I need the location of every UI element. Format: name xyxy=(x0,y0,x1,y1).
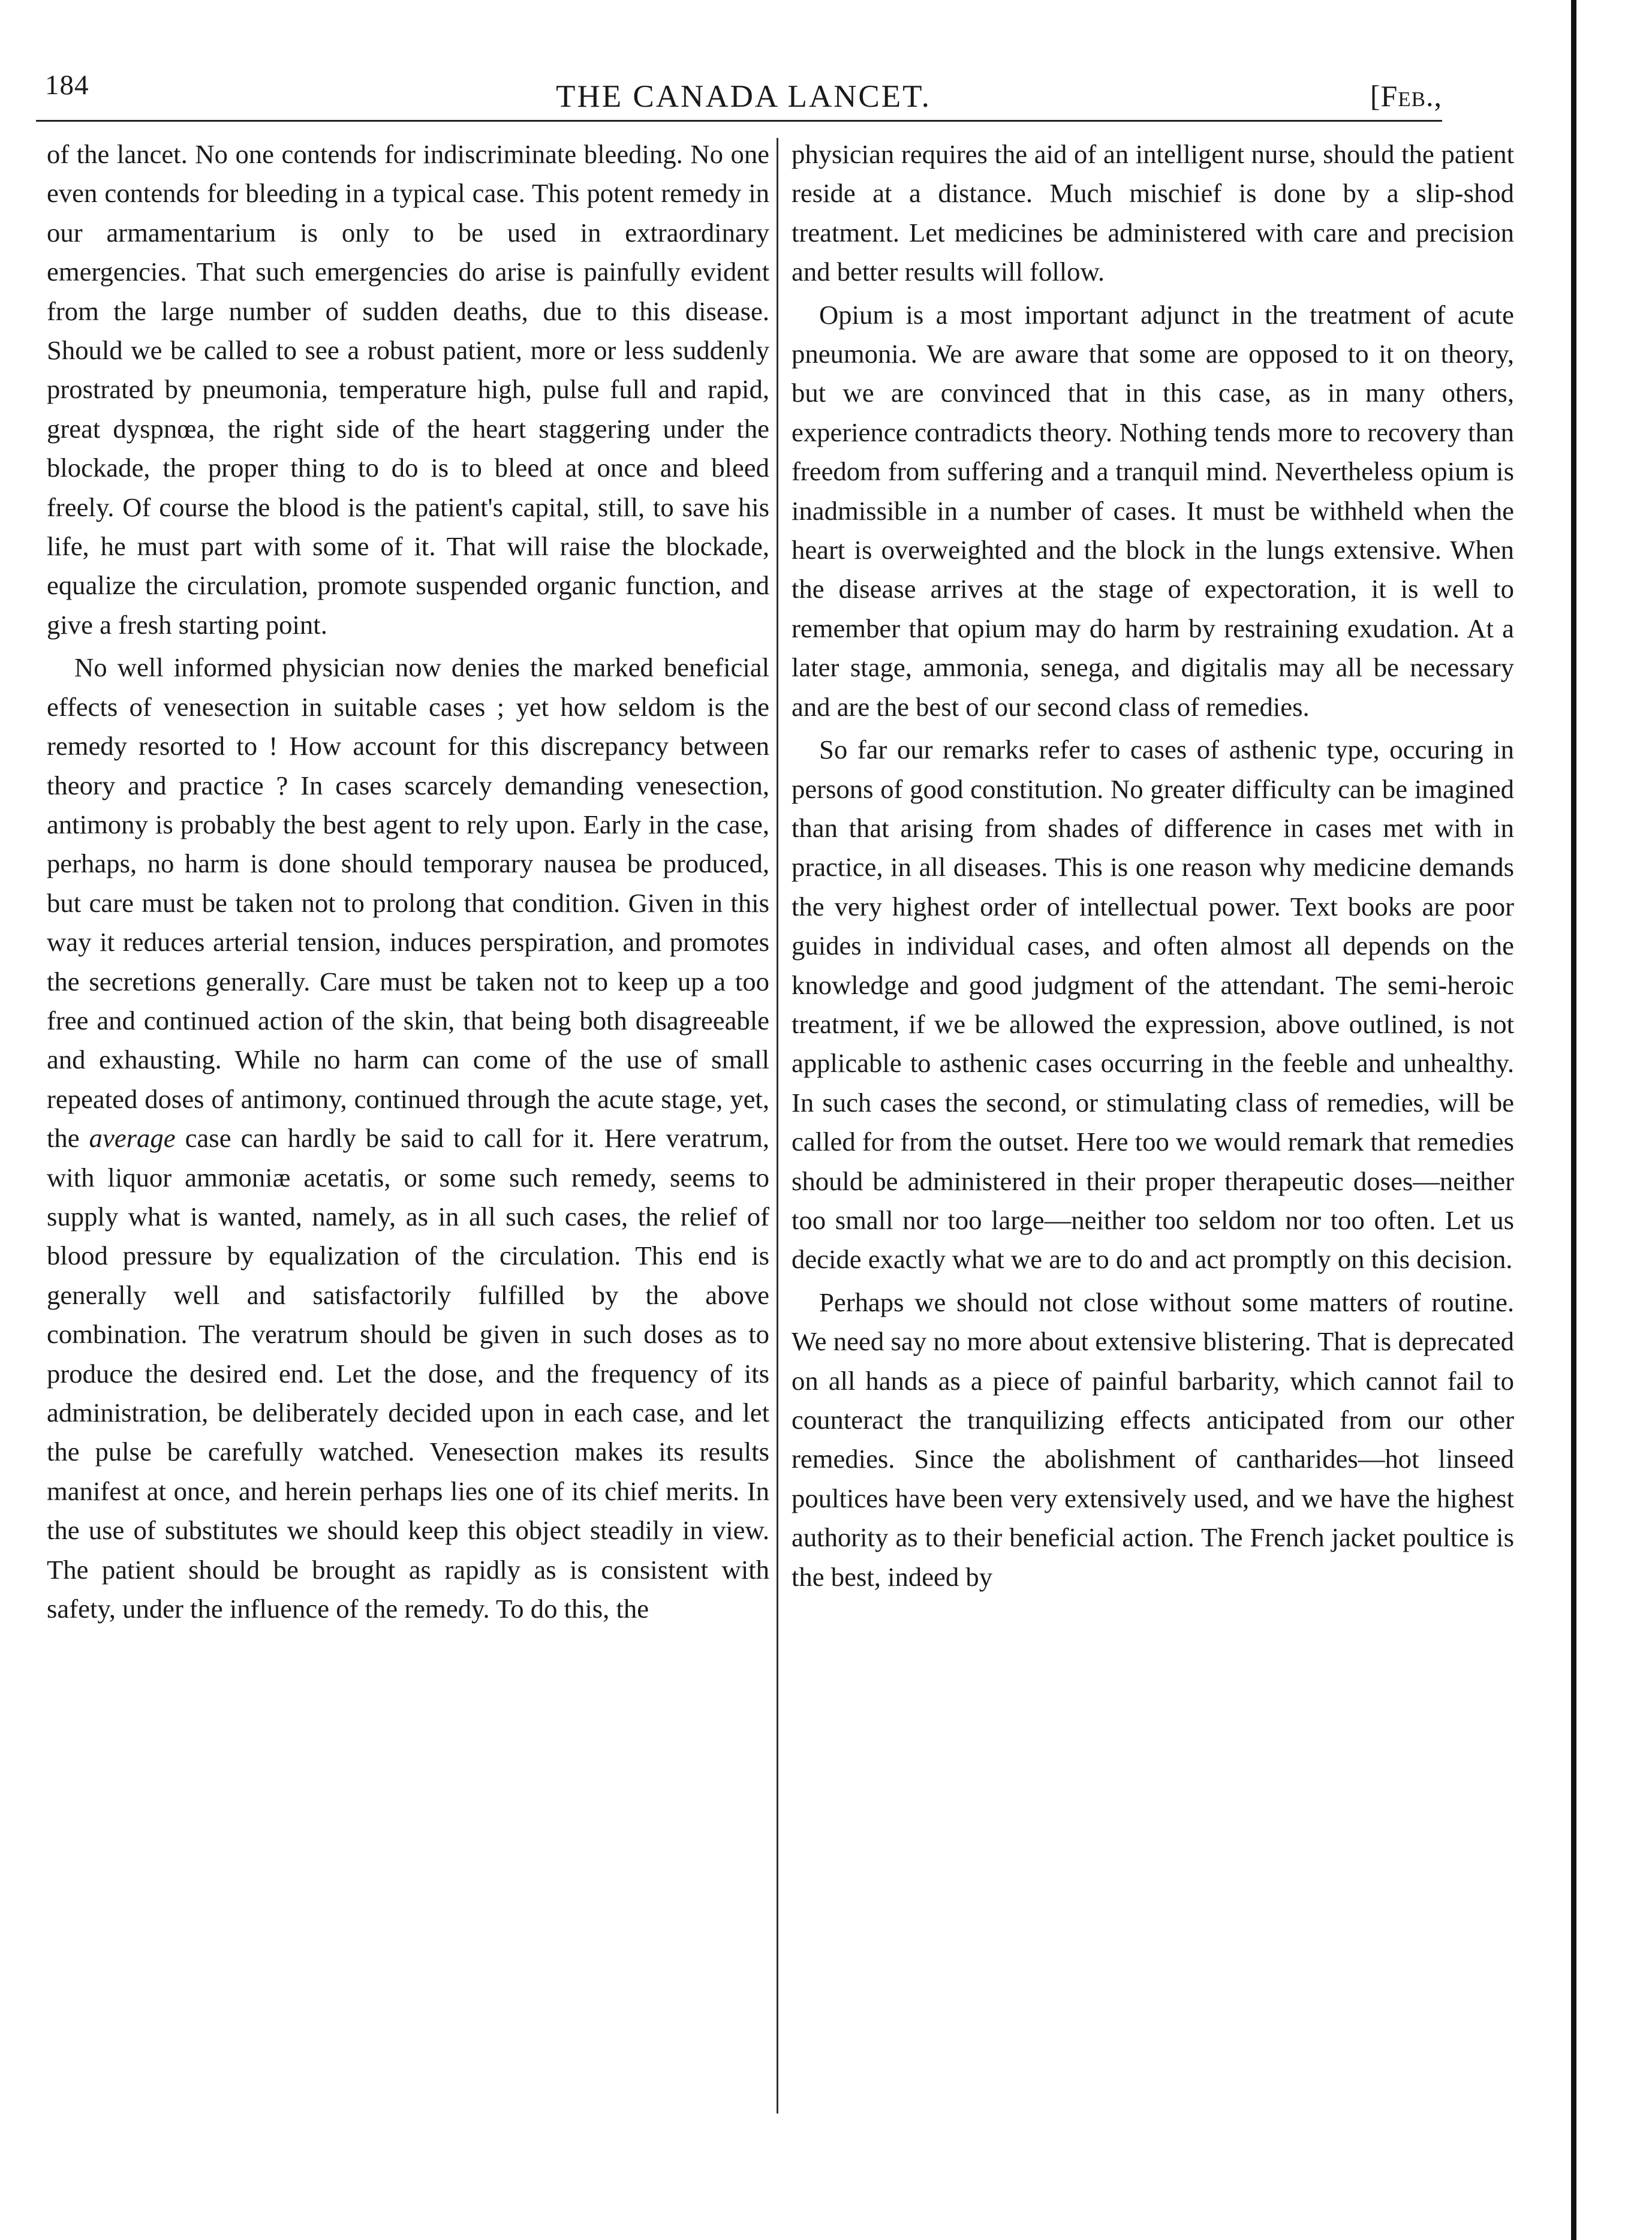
page-edge xyxy=(1571,0,1576,2240)
journal-title: THE CANADA LANCET. xyxy=(556,79,931,114)
right-paragraph-3: So far our remarks refer to cases of asthenic type, occuring in persons of good constitution. No greater difficulty can be imagined than that arising from shades of difference in cases met with in practice, in all diseases. This is one reason why medicine demands the very highest order of intellectual power. Text books are poor guides in individual cases, and often almost all depends on the knowledge and good judgment of the attendant. The semi-heroic treatment, if we be allowed the expression, above outlined, is not applicable to asthenic cases occurring in the feeble and unhealthy. In such cases the second, or stimulating class of remedies, will be called for from the outset. Here too we would remark that remedies should be administered in their proper therapeutic doses—neither too small nor too large—neither too seldom nor too often. Let us decide exactly what we are to do and act promptly on this decision. xyxy=(792,734,1514,1275)
emphasis-average: average xyxy=(89,1123,176,1154)
left-paragraph-2-text-a: No well informed physician now denies the marked beneficial effects of venesection in suitable cases ; yet how seldom is the remedy resorted to ! How account for this discrepancy between theory and practice ? In cases scarcely demanding venesection, antimony is probably the best agent to rely upon. Early in the case, perhaps, no harm is done should temporary nausea be produced, but care must be taken not to prolong that condition. Given in this way it reduces arterial tension, induces perspiration, and promotes the secretions generally. Care must be taken not to keep up a too free and continued action of the skin, that being both disagreeable and exhausting. While no harm can come of the use of small repeated doses of antimony, continued through the acute stage, yet, the xyxy=(47,652,769,1154)
left-paragraph-2-text-b: case can hardly be said to call for it. Here veratrum, with liquor ammoniæ acetatis, or some such remedy, seems to supply what is wanted, namely, as in all such cases, the relief of blood pressure by equalization of the circulation. This end is generally well and satisfactorily fulfilled by the above combination. The veratrum should be given in such doses as to produce the desired end. Let the dose, and the frequency of its administration, be deliberately decided upon in each case, and let the pulse be carefully watched. Venesection makes its results manifest at once, and herein perhaps lies one of its chief merits. In the use of substitutes we should keep this object steadily in view. The patient should be brought as rapidly as is consistent with safety, under the influence of the remedy. To do this, the xyxy=(47,1123,769,1624)
issue-month: [Feb., xyxy=(1370,79,1442,113)
left-column xyxy=(47,135,769,2119)
header-rule xyxy=(36,120,1442,122)
column-divider xyxy=(777,138,778,2113)
right-column xyxy=(792,135,1514,2119)
left-paragraph-2 xyxy=(47,648,769,1628)
page-header xyxy=(45,69,1442,126)
right-paragraph-2: Opium is a most important adjunct in the treatment of acute pneumonia. We are aware that some are opposed to it on theory, but we are convinced that in this case, as in many others, experience contradicts theory. Nothing tends more to recovery than freedom from suffering and a tranquil mind. Nevertheless opium is inadmissible in a number of cases. It must be withheld when the heart is overweighted and the block in the lungs extensive. When the disease arrives at the stage of expectoration, it is well to remember that opium may do harm by restraining exudation. At a later stage, ammonia, senega, and digitalis may all be necessary and are the best of our second class of remedies. xyxy=(792,299,1514,722)
right-paragraph-4: Perhaps we should not close without some matters of routine. We need say no more about extensive blistering. That is deprecated on all hands as a piece of painful barbarity, which cannot fail to counteract the tranquilizing effects anticipated from our other remedies. Since the abolishment of cantharides—hot linseed poultices have been very extensively used, and we have the highest authority as to their beneficial action. The French jacket poultice is the best, indeed by xyxy=(792,1287,1514,1592)
left-paragraph-1: of the lancet. No one contends for indiscriminate bleeding. No one even contends for bleeding in a typical case. This potent remedy in our armamentarium is only to be used in extraordinary emergencies. That such emergencies do arise is painfully evident from the large number of sudden deaths, due to this disease. Should we be called to see a robust patient, more or less suddenly prostrated by pneumonia, temperature high, pulse full and rapid, great dyspnœa, the right side of the heart staggering under the blockade, the proper thing to do is to bleed at once and bleed freely. Of course the blood is the patient's capital, still, to save his life, he must part with some of it. That will raise the blockade, equalize the circulation, promote suspended organic function, and give a fresh starting point. xyxy=(47,139,769,640)
right-paragraph-1: physician requires the aid of an intelligent nurse, should the patient reside at a distance. Much mischief is done by a slip-shod treatment. Let medicines be administered with care and precision and better results will follow. xyxy=(792,139,1514,287)
page-number: 184 xyxy=(45,70,89,101)
